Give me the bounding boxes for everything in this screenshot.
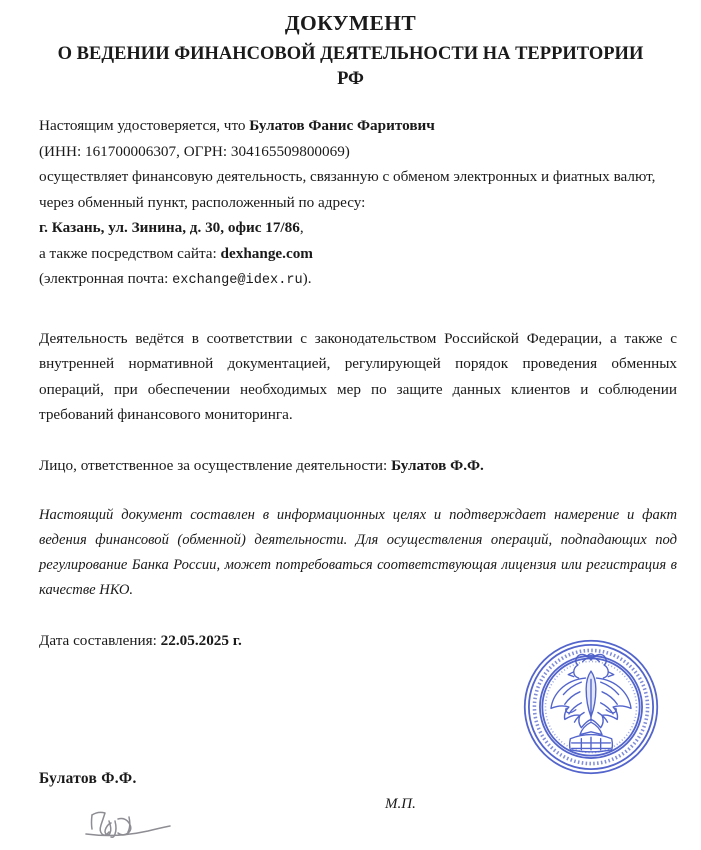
signer-name: Булатов Ф.Ф. — [39, 770, 137, 787]
office-intro-line: через обменный пункт, расположенный по адресу: — [39, 193, 366, 211]
tax-ids-line: (ИНН: 161700006307, ОГРН: 304165509800069) — [39, 142, 350, 160]
page-subtitle: О ВЕДЕНИИ ФИНАНСОВОЙ ДЕЯТЕЛЬНОСТИ НА ТЕРРИТОРИИ РФ — [57, 44, 644, 89]
office-address-suffix: , — [299, 219, 304, 236]
responsible-person-label: Лицо, ответственное за осуществление деятельности: — [39, 456, 392, 474]
website-line — [39, 241, 677, 267]
responsible-person-name: Булатов Ф.Ф. — [391, 456, 484, 474]
spacer-after-compliance — [39, 428, 677, 453]
email-address: exchange@idex.ru — [172, 273, 303, 288]
certification-prefix: Настоящим удостоверяется, что — [39, 117, 250, 134]
title-block — [39, 8, 662, 92]
date-label: Дата составления: — [39, 632, 161, 649]
spacer-after-contacts — [39, 294, 677, 326]
date-value: 22.05.2025 г. — [160, 632, 242, 649]
page-title: ДОКУМЕНТ — [284, 11, 417, 35]
document-body — [39, 113, 677, 654]
email-prefix: (электронная почта: — [39, 270, 173, 287]
email-suffix: ). — [302, 270, 312, 287]
spacer-after-responsible — [39, 478, 677, 503]
handwritten-signature — [78, 805, 208, 845]
office-address-line — [39, 215, 677, 241]
compliance-paragraph: Деятельность ведётся в соответствии с законодательством Российской Федерации, а также с внутренней нормативной документацией, регулирующей порядок проведения обменных операций, при обеспечении необходимых мер по защите данных клиентов и соблюдении требований финансового мониторинга. — [39, 329, 677, 423]
round-seal — [522, 638, 660, 776]
office-address: г. Казань, ул. Зинина, д. 30, офис 17/86 — [39, 219, 300, 236]
email-line — [39, 266, 677, 294]
responsible-person-line — [39, 453, 677, 479]
disclaimer-paragraph: Настоящий документ составлен в информационных целях и подтверждает намерение и факт ведения финансовой (обменной) деятельности. Для осуществления операций, подпадающих под регулирование Банка России, может потребоваться соответствующая лицензия или регистрация в качестве НКО. — [39, 507, 677, 598]
seal-icon — [522, 638, 660, 776]
certification-line — [39, 113, 677, 139]
person-name: Булатов Фанис Фаритович — [249, 117, 435, 134]
activity-line: осуществляет финансовую деятельность, связанную с обменом электронных и фиатных валют, — [39, 168, 656, 185]
spacer-after-disclaimer — [39, 603, 677, 628]
signature-icon — [78, 805, 208, 845]
website-url: dexhange.com — [220, 244, 313, 262]
website-prefix: а также посредством сайта: — [39, 244, 221, 262]
stamp-place-mark: М.П. — [385, 796, 416, 812]
